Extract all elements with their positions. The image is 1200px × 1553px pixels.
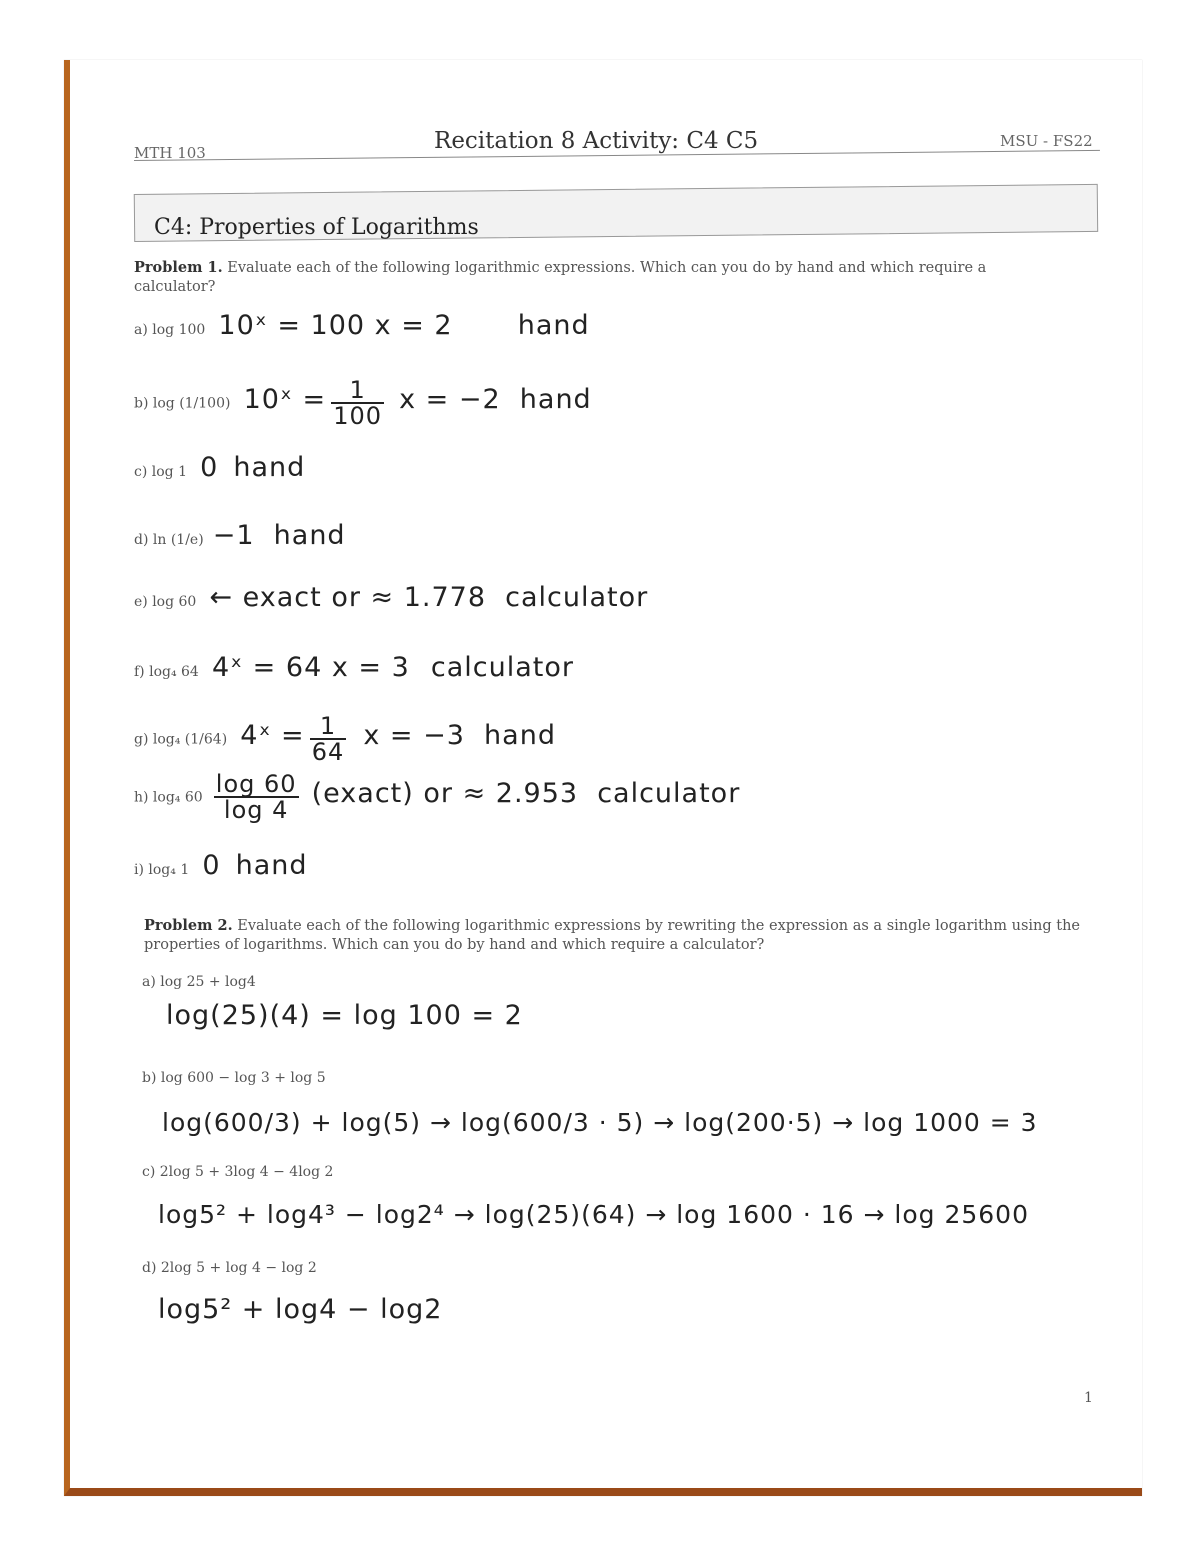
item-label: f) log₄ 64 <box>134 664 199 680</box>
p1-item-c <box>134 452 305 483</box>
p1-item-h <box>134 772 740 822</box>
handwritten-fraction <box>214 772 299 822</box>
section-title: C4: Properties of Logarithms <box>154 215 479 240</box>
page-number: 1 <box>1084 1390 1093 1406</box>
fraction-numerator: log 60 <box>215 770 297 798</box>
fraction-numerator: 1 <box>331 378 384 404</box>
problem-2-label: Problem 2. <box>144 917 233 934</box>
fraction-denominator: 100 <box>333 402 383 430</box>
p1-item-d <box>134 520 346 551</box>
course-code: MTH 103 <box>134 144 206 162</box>
handwritten-answer: hand <box>235 850 308 881</box>
problem-1-label: Problem 1. <box>134 259 223 276</box>
item-label: a) log 100 <box>134 322 206 338</box>
handwritten-answer: hand <box>484 719 556 751</box>
handwritten-answer: calculator <box>505 582 649 613</box>
p2-item-c-label: c) 2log 5 + 3log 4 − 4log 2 <box>142 1164 334 1180</box>
handwritten-work: ← exact or ≈ 1.778 <box>209 582 487 613</box>
fraction-denominator: log 4 <box>223 796 289 824</box>
item-label: e) log 60 <box>134 594 197 610</box>
handwritten-work: −1 <box>212 520 255 551</box>
handwritten-fraction <box>310 714 347 764</box>
handwritten-answer: calculator <box>597 777 741 809</box>
handwritten-work: x = −3 <box>363 719 465 751</box>
p2-item-b-work: log(600/3) + log(5) → log(600/3 · 5) → log(200·5) → log 1000 = 3 <box>162 1108 1038 1137</box>
handwritten-work: 4ˣ = 64 x = 3 <box>211 652 410 683</box>
handwritten-answer: hand <box>273 520 346 551</box>
handwritten-work: 10ˣ = 100 x = 2 <box>218 310 453 341</box>
p2-item-a-work: log(25)(4) = log 100 = 2 <box>166 1000 523 1031</box>
handwritten-work: (exact) or ≈ 2.953 <box>311 777 579 809</box>
p1-item-f <box>134 652 574 683</box>
p2-item-d-label: d) 2log 5 + log 4 − log 2 <box>142 1260 317 1276</box>
item-label: d) ln (1/e) <box>134 532 204 548</box>
p1-item-g <box>134 714 556 764</box>
p2-item-a-label: a) log 25 + log4 <box>142 974 256 990</box>
handwritten-work: 0 <box>202 850 221 881</box>
p2-item-b-label: b) log 600 − log 3 + log 5 <box>142 1070 326 1086</box>
handwritten-answer: calculator <box>430 652 574 683</box>
handwritten-work: x = −2 <box>399 383 501 415</box>
item-label: c) log 1 <box>134 464 187 480</box>
item-label: b) log (1/100) <box>134 395 231 412</box>
p1-item-i <box>134 850 308 881</box>
handwritten-work: 4ˣ = <box>240 719 305 751</box>
handwritten-fraction <box>331 378 384 428</box>
item-label: g) log₄ (1/64) <box>134 731 228 748</box>
p1-item-b <box>134 378 592 428</box>
problem-1-text: Evaluate each of the following logarithmic expressions. Which can you do by hand and which require a calculator? <box>134 260 987 295</box>
problem-1-prompt <box>134 258 1054 297</box>
p2-item-c-work: log5² + log4³ − log2⁴ → log(25)(64) → log 1600 · 16 → log 25600 <box>158 1200 1029 1229</box>
item-label: h) log₄ 60 <box>134 789 203 806</box>
problem-2-text: Evaluate each of the following logarithmic expressions by rewriting the expression as a single logarithm using the properties of logarithms. Which can you do by hand and which require a calculator? <box>144 918 1080 953</box>
p2-item-d-work: log5² + log4 − log2 <box>158 1294 443 1325</box>
p1-item-a <box>134 310 590 341</box>
fraction-numerator: 1 <box>310 714 347 740</box>
page-title: Recitation 8 Activity: C4 C5 <box>434 128 759 154</box>
handwritten-work: 10ˣ = <box>243 383 327 415</box>
problem-2-prompt <box>144 916 1084 955</box>
handwritten-answer: hand <box>233 452 306 483</box>
p1-item-e <box>134 582 648 613</box>
handwritten-answer: hand <box>519 383 592 415</box>
worksheet-page <box>64 60 1142 1496</box>
fraction-denominator: 64 <box>311 738 345 766</box>
term-label: MSU - FS22 <box>1000 132 1093 150</box>
handwritten-answer: hand <box>517 310 590 341</box>
item-label: i) log₄ 1 <box>134 862 190 878</box>
handwritten-work: 0 <box>200 452 219 483</box>
